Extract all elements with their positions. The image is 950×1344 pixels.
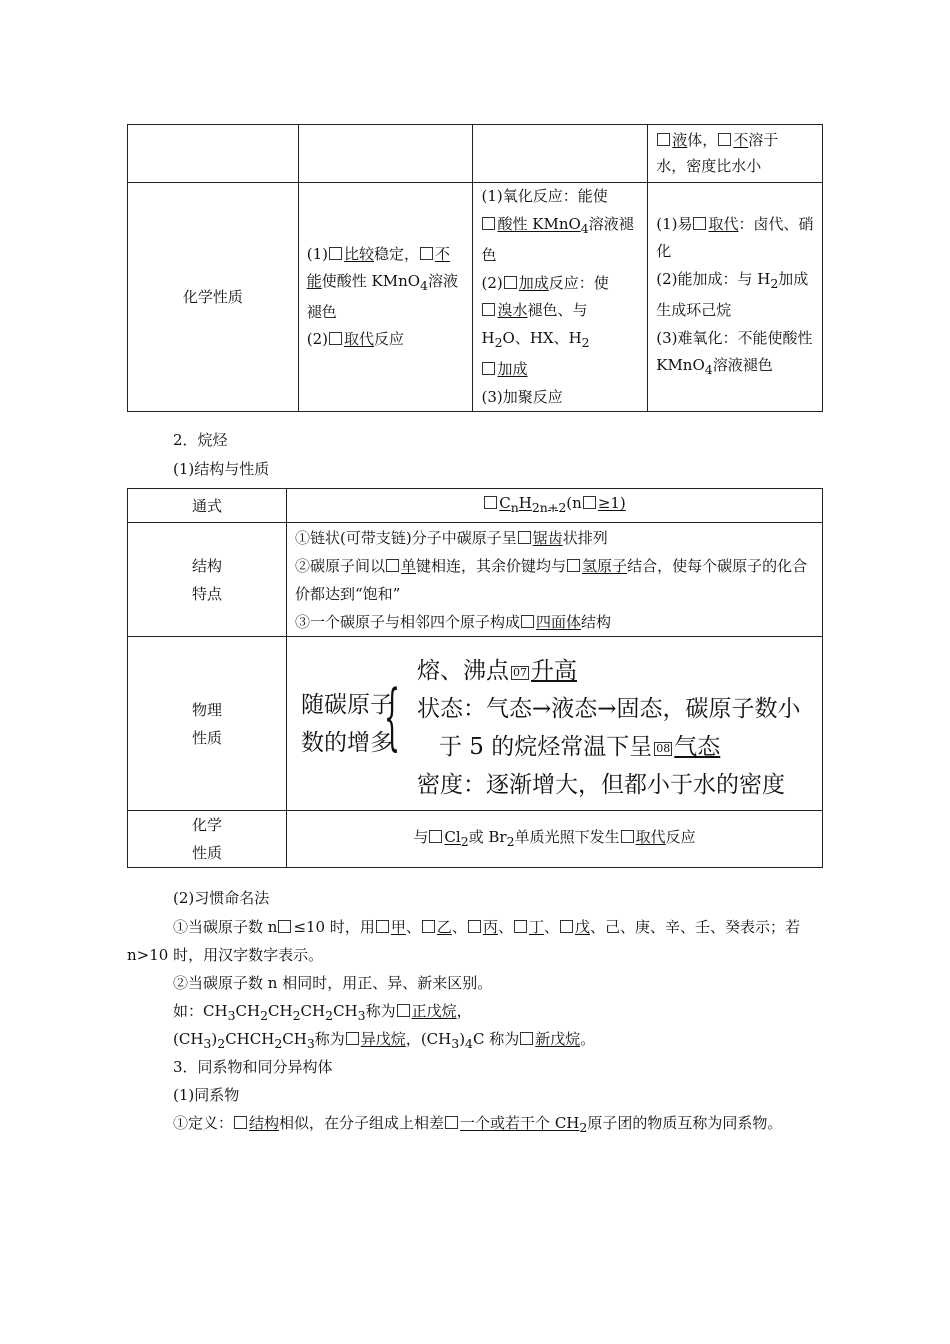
para-text: 相似，在分子组成上相差 (279, 1114, 445, 1132)
para-text: ， (456, 1002, 472, 1020)
cell-text: 与 (413, 827, 429, 846)
table-cell (648, 125, 823, 183)
para-text: CH (282, 1030, 307, 1048)
blank-box (518, 531, 531, 544)
label-line: 性质 (191, 844, 222, 862)
cell-text: (1)易 (656, 214, 693, 233)
para-text: 、 (405, 918, 421, 936)
cell-text: 使酸性 KMnO (321, 272, 421, 290)
answer-text: 不 (733, 131, 749, 149)
answer-text: 不能 (306, 245, 451, 290)
table-cell (128, 125, 299, 183)
subscript: 4 (580, 220, 589, 236)
subscript: 3 (451, 1036, 460, 1051)
formula-part: Cl (444, 827, 461, 846)
subscript: 3 (203, 1036, 212, 1051)
blank-box (346, 1032, 359, 1045)
blank-box (420, 247, 433, 260)
cell-text: 溶液褪色 (712, 356, 773, 374)
para-text: ) (211, 1030, 218, 1048)
blank-box (520, 1032, 533, 1045)
para-text: C 称为 (473, 1030, 520, 1048)
para-text: 的物质互称为同系物。 (632, 1114, 783, 1132)
point-text: 状态：气态→液态→固态，碳原子数小 (417, 695, 801, 722)
answer-text: 溴水 (497, 301, 528, 319)
diagram-condition (301, 686, 393, 762)
answer-text (460, 1114, 588, 1135)
cell-text: O、HX、H (502, 328, 582, 347)
point-text: 熔、沸点 (417, 657, 509, 684)
subscript: 2 (325, 1008, 334, 1023)
answer-text: 乙 (436, 918, 452, 936)
cell-text: 体， (687, 131, 718, 149)
blank-box (567, 559, 580, 572)
brace-symbol: { (384, 673, 401, 758)
subscript: 2 (506, 833, 515, 849)
table-cell (473, 183, 648, 412)
para-text: CH (300, 1002, 326, 1020)
para-text: 、 (497, 918, 513, 936)
label-line: 化学 (191, 816, 222, 834)
cell-text: 反应 (374, 330, 405, 348)
cell-text: 键相连，其余价键均与 (416, 556, 567, 575)
cell-text: (2) (306, 330, 328, 348)
diagram-points (417, 652, 817, 804)
cell-text: (2) (481, 273, 503, 292)
physical-properties-cell (287, 637, 823, 811)
label-line: 物理 (191, 700, 222, 719)
blank-box (484, 496, 497, 509)
homolog-definition (127, 1109, 817, 1142)
blank-box (514, 920, 527, 933)
cell-text: 状排列 (562, 528, 608, 547)
alkene-comparison-table (127, 124, 823, 412)
para-text: CH (268, 1002, 293, 1020)
blank-box (422, 920, 435, 933)
para-text: 原子团 (587, 1114, 633, 1132)
para-text: ，(CH (405, 1030, 452, 1048)
subscript: 2 (770, 275, 779, 291)
cell-text: 水，密度比水小 (656, 157, 762, 175)
para-text: 、 (543, 918, 559, 936)
answer-text (444, 827, 469, 849)
cell-text: 加成生成环己烷 (656, 269, 809, 319)
condition-line: 数的增多 (301, 729, 393, 756)
table-cell (648, 183, 823, 412)
para-text: CH (235, 1002, 261, 1020)
subscript: 2 (579, 1120, 588, 1135)
para-text: ) (459, 1030, 466, 1048)
naming-heading: (2)习惯命名法 (173, 889, 270, 907)
para-text: 如：CH (173, 1002, 228, 1020)
section-heading-alkanes: 2．烷烃 (173, 431, 228, 449)
cell-text: 溶液褪色 (306, 272, 459, 321)
subscript: 2 (260, 1008, 269, 1023)
label-physical (128, 637, 287, 811)
subscript: 2 (274, 1036, 283, 1051)
para-text: 、 (451, 918, 467, 936)
chemical-cell (287, 811, 823, 868)
blank-box (278, 920, 291, 933)
cell-text: (3)加聚反应 (481, 387, 563, 406)
formula-text (499, 494, 567, 515)
answer-text: 酸性 KMnO (497, 214, 581, 233)
answer-text: 加成 (497, 360, 528, 378)
label-structure (128, 523, 287, 637)
blank-box (621, 830, 634, 843)
label-line: 特点 (191, 584, 222, 603)
answer-text: 新戊烷 (535, 1030, 581, 1048)
table-cell (298, 183, 473, 412)
blank-box (429, 830, 442, 843)
answer-text: 液 (672, 131, 688, 149)
cell-text: ②碳原子间以 (295, 556, 386, 575)
para-text: 一个或若干个 CH (460, 1114, 580, 1132)
cell-text: 单质光照下发生 (514, 827, 620, 846)
blank-box (482, 217, 495, 230)
formula-part: ≥1) (597, 494, 626, 512)
subscript: 2 (217, 1036, 226, 1051)
para-text: ①定义： (173, 1114, 234, 1132)
cell-text: (3)难氧化：不能使酸性 KMnO (656, 328, 813, 374)
blank-box (234, 1116, 247, 1129)
answer-text: 正戊烷 (411, 1002, 457, 1020)
cell-text: ：卤代、硝化 (656, 214, 814, 260)
blank-box (504, 276, 517, 289)
para-text: 。 (580, 1030, 596, 1048)
subscript: 4 (465, 1036, 473, 1051)
answer-text: 取代 (635, 827, 666, 846)
blank-box (329, 247, 342, 260)
blank-box (560, 920, 573, 933)
subscript: n (510, 500, 519, 515)
subscript: 2 (494, 334, 503, 350)
row-label-chemical: 化学性质 (128, 183, 299, 412)
point-text: 于 5 的烷烃常温下呈 (439, 733, 653, 760)
subscript: 2 (292, 1008, 301, 1023)
answer-text: 氢原子 (582, 556, 628, 575)
point-text: 密度：逐渐增大，但都小于水的密度 (417, 771, 785, 798)
subscript: 4 (420, 278, 428, 293)
blank-box (397, 1004, 410, 1017)
answer-text: 结构 (249, 1114, 280, 1132)
condition-line: 随碳原子 (301, 691, 393, 718)
cell-text: 褪色、与 (527, 301, 588, 319)
para-text: CH (333, 1002, 358, 1020)
answer-text: 异戊烷 (360, 1030, 406, 1048)
cell-text: H (481, 328, 495, 347)
blank-box (376, 920, 389, 933)
para-text: ①当碳原子数 n (173, 918, 278, 936)
label-chemical (128, 811, 287, 868)
formula-part: C (499, 494, 511, 512)
blank-box (482, 303, 495, 316)
alkane-table (127, 488, 823, 868)
para-text: 、己、庚、辛、壬、癸表示；若 n>10 时，用汉字数字表示。 (127, 918, 801, 964)
cell-text: (1) (306, 245, 328, 263)
naming-paragraph-1 (127, 913, 817, 969)
subscript: 2n+2 (531, 500, 567, 515)
cell-text: 稳定， (374, 245, 420, 263)
label-general-formula: 通式 (128, 489, 287, 523)
answer-text: 丁 (528, 918, 544, 936)
cell-text: 结合，使每个碳原子的化合价都达到“饱和” (295, 556, 808, 603)
blank-box (693, 217, 706, 230)
label-line: 结构 (191, 556, 222, 575)
subscript: 4 (704, 362, 713, 377)
cell-text: (1)氧化反应：能使 (481, 187, 608, 205)
subscript: 2 (460, 833, 469, 849)
subscript: 3 (306, 1036, 315, 1051)
answer-text: 取代 (708, 214, 739, 233)
para-text: 称为 (314, 1030, 345, 1048)
blank-box (468, 920, 481, 933)
blank-number: 08 (656, 741, 671, 755)
blank-box (657, 133, 670, 146)
cell-text: 溶于 (748, 131, 779, 149)
naming-paragraph-2: ②当碳原子数 n 相同时，用正、异、新来区别。 (173, 974, 493, 992)
blank-box (521, 615, 534, 628)
answer-text: 升高 (531, 657, 577, 684)
blank-box (583, 496, 596, 509)
blank-box (482, 362, 495, 375)
cell-text: ③一个碳原子与相邻四个原子构成 (295, 612, 521, 631)
cell-text: 反应 (665, 827, 696, 846)
blank-number: 07 (513, 665, 527, 679)
para-text: (CH (173, 1030, 204, 1048)
answer-text: 丙 (482, 918, 498, 936)
physical-diagram (287, 638, 822, 810)
label-line: 性质 (191, 728, 222, 747)
cell-text: ①链状(可带支链)分子中碳原子呈 (295, 528, 517, 547)
answer-text: 戊 (575, 918, 591, 936)
cell-text: 或 Br (468, 827, 507, 846)
blank-box (445, 1116, 458, 1129)
subscript: 2 (581, 334, 590, 350)
subheading-homologs: (1)同系物 (173, 1086, 240, 1104)
answer-text: 单 (401, 556, 417, 575)
cell-text: 结构 (581, 612, 612, 631)
para-text: CHCH (225, 1030, 275, 1048)
subscript: 3 (357, 1008, 366, 1023)
section-heading-homologs: 3．同系物和同分异构体 (173, 1058, 333, 1076)
blank-box (329, 332, 342, 345)
answer-text: 气态 (674, 733, 721, 760)
formula-part: H (518, 494, 532, 512)
answer-text: 锯齿 (532, 528, 563, 547)
answer-text: 比较 (343, 245, 374, 263)
cell-text: (2)能加成：与 H (656, 269, 771, 288)
general-formula-cell (287, 489, 823, 523)
table-cell (473, 125, 648, 183)
formula-part: (n (566, 494, 582, 512)
answer-text: 四面体 (536, 612, 582, 631)
answer-text: 取代 (343, 330, 374, 348)
subheading-structure-properties: (1)结构与性质 (173, 460, 270, 478)
blank-box (386, 559, 399, 572)
subscript: 3 (227, 1008, 236, 1023)
answer-text: 甲 (390, 918, 406, 936)
answer-text: 加成 (518, 273, 549, 292)
structure-cell (287, 523, 823, 637)
cell-text: 溶液褪色 (481, 214, 634, 264)
para-text: 称为 (365, 1002, 396, 1020)
table-cell (298, 125, 473, 183)
cell-text: 反应：使 (548, 273, 609, 292)
blank-box (718, 133, 731, 146)
para-text: ≤10 时，用 (293, 918, 375, 936)
